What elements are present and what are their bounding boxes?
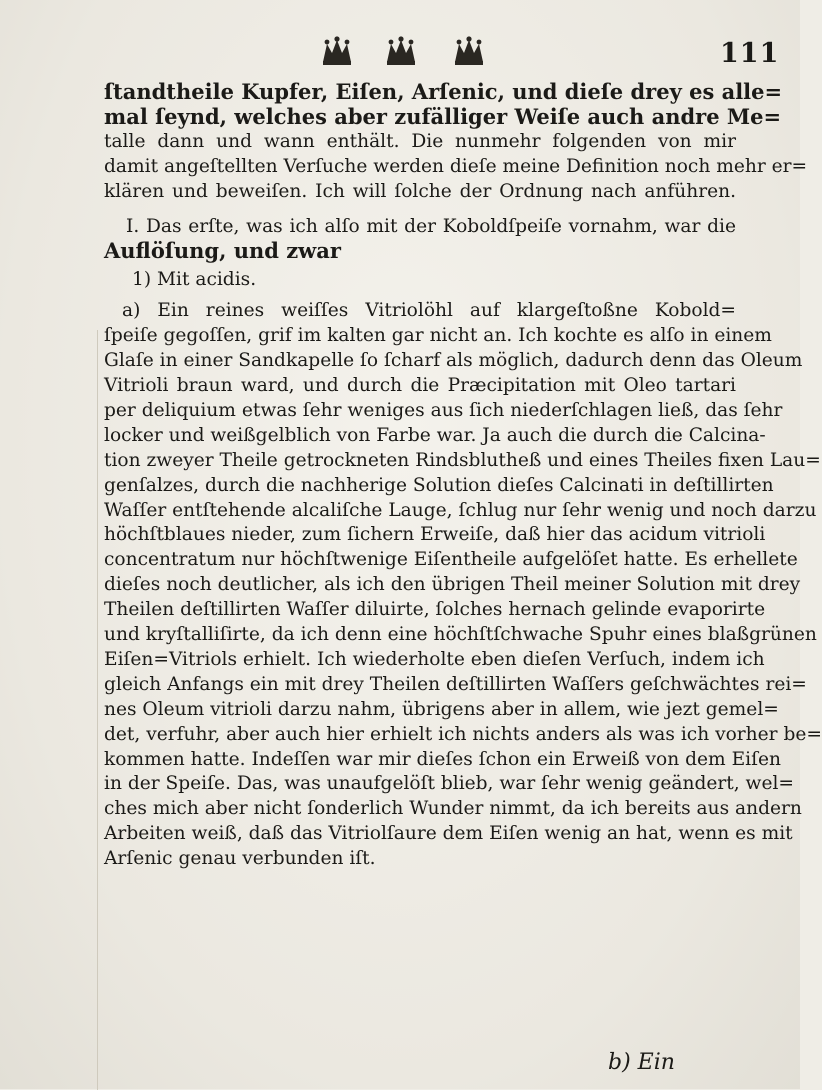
text-line: dieſes noch deutlicher, als ich den übrigen Theil meiner Solution mit drey [104,574,801,596]
text-line: ſtandtheile Kupfer, Eiſen, Arſenic, und dieſe drey es alle= [104,79,783,104]
catchword: b) Ein [608,1050,675,1075]
text-line: ches mich aber nicht ſonderlich Wunder nimmt, da ich bereits aus andern [104,798,802,820]
text-line: damit angeſtellten Verſuche werden dieſe meine Definition noch mehr er= [104,155,808,177]
text-line: Vitrioli braun ward, und durch die Præcipitation mit Oleo tartari [104,374,736,396]
text-line: Waſſer entſtehende alcaliſche Lauge, ſchlug nur ſehr wenig und noch darzu [104,499,817,521]
text-line: klären und beweiſen. Ich will ſolche der Ordnung nach anführen. [104,180,736,202]
crown-ornament-icon [452,36,486,70]
text-line: Glaſe in einer Sandkapelle ſo ſcharf als möglich, dadurch denn das Oleum [104,350,803,372]
text-line: ſpeiſe gegoſſen, grif im kalten gar nicht an. Ich kochte es alſo in einem [104,325,772,347]
section-heading-line: I. Das erſte, was ich alſo mit der Koboldſpeiſe vornahm, war die [126,215,736,237]
crown-ornament-icon [384,36,418,70]
text-line: Theilen deſtillirten Waſſer diluirte, ſolches hernach gelinde evaporirte [104,599,766,621]
text-line: Arbeiten weiß, daß das Vitriolſaure dem Eiſen wenig an hat, wenn es mit [104,823,793,845]
text-line: Eiſen=Vitriols erhielt. Ich wiederholte eben dieſen Verſuch, indem ich [104,648,765,670]
text-line: per deliquium etwas ſehr weniges aus ſich niederſchlagen ließ, das ſehr [104,399,783,421]
body-text [104,79,822,872]
page-number: 111 [720,38,780,69]
paragraph-first-line: a) Ein reines weiſſes Vitriolöhl auf klargeſtoßne Kobold= [122,300,736,322]
text-line: kommen hatte. Indeſſen war mir dieſes ſchon ein Erweiß von dem Eiſen [104,748,781,770]
text-line: talle dann und wann enthält. Die nunmehr folgenden von mir [104,130,736,152]
text-line: gleich Anfangs ein mit drey Theilen deſtillirten Waſſers geſchwächtes rei= [104,673,807,695]
text-line: nes Oleum vitrioli darzu nahm, übrigens aber in allem, wie jezt gemel= [104,698,779,720]
text-line: höchſtblaues nieder, zum ſichern Erweiſe, daß hier das acidum vitrioli [104,524,766,546]
text-line: concentratum nur höchſtwenige Eiſentheile aufgelöſet hatte. Es erhellete [104,549,798,571]
subsection-heading: 1) Mit acidis. [132,269,257,291]
text-line: det, verfuhr, aber auch hier erhielt ich nichts anders als was ich vorher be= [104,723,822,745]
section-heading-line: Auflöſung, und zwar [104,238,341,264]
text-line: tion zweyer Theile getrockneten Rindsblutheß und eines Theiles fixen Lau= [104,449,821,471]
text-line: Arſenic genau verbunden iſt. [104,848,376,870]
crown-ornament-icon [320,36,354,70]
text-line: in der Speiſe. Das, was unaufgelöſt blieb, war ſehr wenig geändert, wel= [104,773,794,795]
text-line: und kryſtalliſirte, da ich denn eine höchſtſchwache Spuhr eines blaßgrünen [104,624,817,646]
text-line: genſalzes, durch die nachherige Solution dieſes Calcinati in deſtillirten [104,474,774,496]
text-line: mal ſeynd, welches aber zufälliger Weiſe auch andre Me= [104,103,782,129]
text-line: locker und weißgelblich von Farbe war. Ja auch die durch die Calcina- [104,424,766,446]
page-gutter-line [97,330,98,1090]
page-header [0,30,800,80]
